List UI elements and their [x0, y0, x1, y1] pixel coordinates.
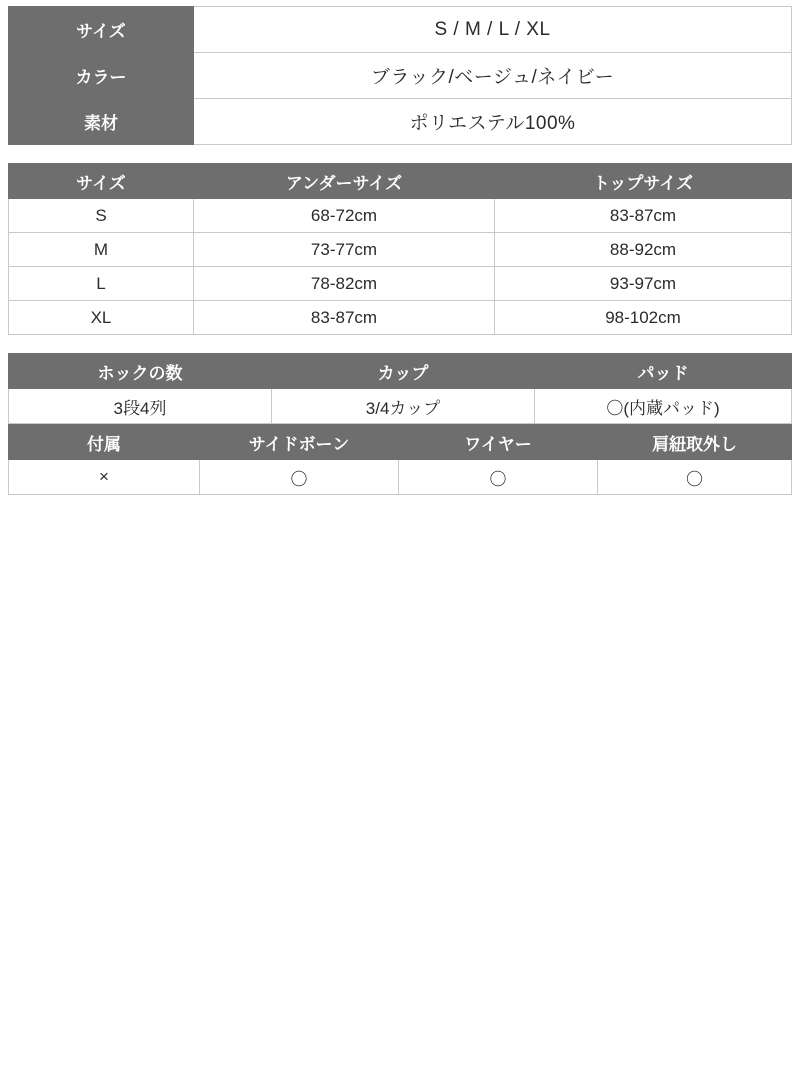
detail-header-sidebone: サイドボーン: [200, 425, 399, 460]
detail-header-row-2: [9, 425, 792, 460]
detail-header-row-1: [9, 354, 792, 389]
size-cell-size: M: [9, 233, 194, 267]
detail-value-strap: 〇: [598, 460, 792, 495]
table-row: [9, 99, 792, 145]
size-header-under: アンダーサイズ: [194, 164, 495, 199]
size-chart-table: [8, 163, 792, 335]
table-row: [9, 53, 792, 99]
size-cell-size: S: [9, 199, 194, 233]
detail-value-accessory: ×: [9, 460, 200, 495]
spec-label-color: カラー: [9, 53, 194, 99]
size-cell-size: L: [9, 267, 194, 301]
size-header-size: サイズ: [9, 164, 194, 199]
size-cell-under: 83-87cm: [194, 301, 495, 335]
detail-header-hooks: ホックの数: [9, 354, 272, 389]
product-detail-table-2: [8, 424, 792, 495]
size-cell-top: 98-102cm: [495, 301, 792, 335]
size-cell-size: XL: [9, 301, 194, 335]
size-cell-top: 88-92cm: [495, 233, 792, 267]
table-row: [9, 7, 792, 53]
detail-header-wire: ワイヤー: [399, 425, 598, 460]
size-header-top: トップサイズ: [495, 164, 792, 199]
table-row: [9, 460, 792, 495]
size-cell-under: 68-72cm: [194, 199, 495, 233]
size-chart-header-row: [9, 164, 792, 199]
detail-header-pad: パッド: [535, 354, 792, 389]
detail-header-cup: カップ: [272, 354, 535, 389]
detail-value-pad: 〇(内蔵パッド): [535, 389, 792, 424]
product-spec-table: [8, 6, 792, 145]
size-cell-under: 73-77cm: [194, 233, 495, 267]
detail-value-wire: 〇: [399, 460, 598, 495]
size-cell-under: 78-82cm: [194, 267, 495, 301]
detail-value-cup: 3/4カップ: [272, 389, 535, 424]
product-detail-table: [8, 353, 792, 424]
size-cell-top: 93-97cm: [495, 267, 792, 301]
detail-header-strap: 肩紐取外し: [598, 425, 792, 460]
spec-value-size: S / M / L / XL: [194, 7, 792, 53]
table-row: [9, 301, 792, 335]
spec-label-material: 素材: [9, 99, 194, 145]
detail-value-hooks: 3段4列: [9, 389, 272, 424]
detail-value-sidebone: 〇: [200, 460, 399, 495]
spec-value-material: ポリエステル100%: [194, 99, 792, 145]
spec-value-color: ブラック/ベージュ/ネイビー: [194, 53, 792, 99]
table-row: [9, 389, 792, 424]
table-row: [9, 199, 792, 233]
size-cell-top: 83-87cm: [495, 199, 792, 233]
detail-header-accessory: 付属: [9, 425, 200, 460]
spec-label-size: サイズ: [9, 7, 194, 53]
table-row: [9, 233, 792, 267]
table-row: [9, 267, 792, 301]
